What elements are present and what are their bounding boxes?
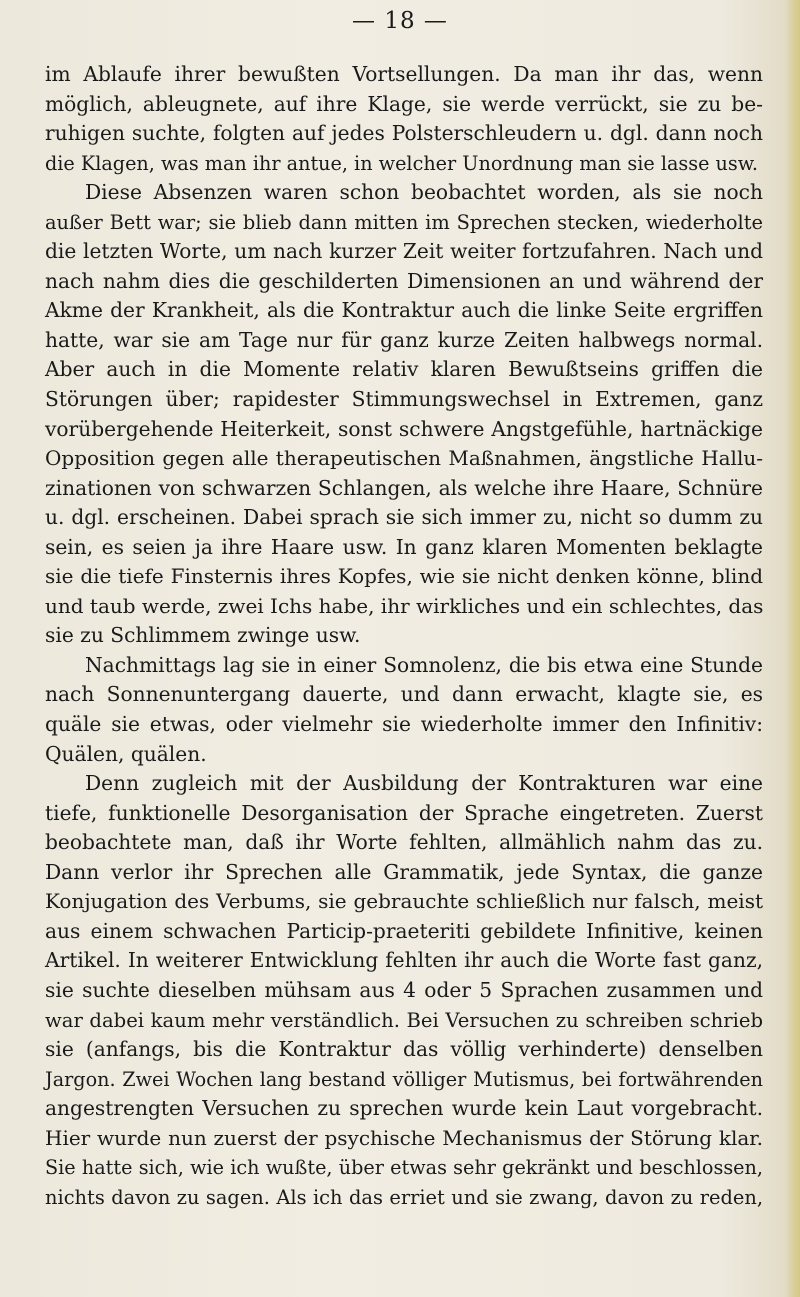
text-line: Jargon. Zwei Wochen lang bestand völliger Mutismus, bei fortwährenden bbox=[45, 1067, 763, 1091]
text-line: nach Sonnenuntergang dauerte, und dann erwacht, klagte sie, es bbox=[45, 682, 763, 707]
text-line: hatte, war sie am Tage nur für ganz kurze Zeiten halbwegs normal. bbox=[45, 327, 763, 352]
text-line: Sie hatte sich, wie ich wußte, über etwas sehr gekränkt und beschlossen, bbox=[45, 1156, 763, 1180]
text-line: außer Bett war; sie blieb dann mitten im Sprechen stecken, wiederholte bbox=[45, 210, 763, 234]
text-line: u. dgl. erscheinen. Dabei sprach sie sich immer zu, nicht so dumm zu bbox=[45, 505, 763, 530]
text-line: war dabei kaum mehr verständlich. Bei Versuchen zu schreiben schrieb bbox=[45, 1008, 763, 1032]
text-line: Konjugation des Verbums, sie gebrauchte schließlich nur falsch, meist bbox=[45, 889, 763, 914]
text-line: Störungen über; rapidester Stimmungswechsel in Extremen, ganz bbox=[45, 387, 763, 412]
text-line: sie (anfangs, bis die Kontraktur das völlig verhinderte) denselben bbox=[45, 1037, 763, 1062]
text-line: beobachtete man, daß ihr Worte fehlten, allmählich nahm das zu. bbox=[45, 830, 763, 855]
text-line: Aber auch in die Momente relativ klaren Bewußtseins griffen die bbox=[45, 357, 763, 382]
text-line: quäle sie etwas, oder vielmehr sie wiederholte immer den Infinitiv: bbox=[45, 712, 763, 737]
text-line: sie die tiefe Finsternis ihres Kopfes, wie sie nicht denken könne, blind bbox=[45, 564, 763, 589]
text-line: die Klagen, was man ihr antue, in welcher Unordnung man sie lasse usw. bbox=[45, 151, 758, 175]
text-line: angestrengten Versuchen zu sprechen wurde kein Laut vorgebracht. bbox=[45, 1096, 763, 1121]
text-line: Diese Absenzen waren schon beobachtet worden, als sie noch bbox=[85, 180, 763, 205]
text-line: vorübergehende Heiterkeit, sonst schwere Angstgefühle, hartnäckige bbox=[45, 416, 763, 441]
text-line: Denn zugleich mit der Ausbildung der Kontrakturen war eine bbox=[85, 771, 763, 796]
text-line: ruhigen suchte, folgten auf jedes Polsterschleudern u. dgl. dann noch bbox=[45, 121, 763, 146]
text-line: aus einem schwachen Particip-praeteriti gebildete Infinitive, keinen bbox=[45, 918, 763, 943]
text-line: möglich, ableugnete, auf ihre Klage, sie werde verrückt, sie zu be- bbox=[45, 91, 763, 116]
text-line: Akme der Krankheit, als die Kontraktur auch die linke Seite ergriffen bbox=[45, 298, 763, 323]
text-line: zinationen von schwarzen Schlangen, als welche ihre Haare, Schnüre bbox=[45, 475, 763, 500]
text-line: die letzten Worte, um nach kurzer Zeit weiter fortzufahren. Nach und bbox=[45, 239, 763, 264]
text-line: sein, es seien ja ihre Haare usw. In ganz klaren Momenten beklagte bbox=[45, 534, 763, 559]
body-text bbox=[45, 60, 763, 1212]
page-number: — 18 — bbox=[352, 8, 448, 34]
text-line: tiefe, funktionelle Desorganisation der Sprache eingetreten. Zuerst bbox=[45, 800, 763, 825]
text-line: nach nahm dies die geschilderten Dimensionen an und während der bbox=[45, 268, 763, 293]
text-line: im Ablaufe ihrer bewußten Vortsellungen. Da man ihr das, wenn bbox=[45, 62, 763, 86]
text-line: und taub werde, zwei Ichs habe, ihr wirkliches und ein schlechtes, das bbox=[45, 593, 764, 618]
text-line: sie zu Schlimmem zwinge usw. bbox=[45, 623, 361, 648]
text-line: sie suchte dieselben mühsam aus 4 oder 5 Sprachen zusammen und bbox=[45, 977, 763, 1002]
text-line: Artikel. In weiterer Entwicklung fehlten ihr auch die Worte fast ganz, bbox=[45, 948, 763, 973]
text-line: Opposition gegen alle therapeutischen Maßnahmen, ängstliche Hallu- bbox=[45, 446, 763, 471]
text-line: Nachmittags lag sie in einer Somnolenz, die bis etwa eine Stunde bbox=[85, 652, 763, 677]
page-edge-shading bbox=[786, 0, 800, 1297]
text-line: Quälen, quälen. bbox=[45, 741, 207, 766]
text-line: Dann verlor ihr Sprechen alle Grammatik, jede Syntax, die ganze bbox=[45, 859, 763, 884]
text-line: nichts davon zu sagen. Als ich das erriet und sie zwang, davon zu reden, bbox=[45, 1185, 763, 1209]
text-line: Hier wurde nun zuerst der psychische Mechanismus der Störung klar. bbox=[45, 1125, 763, 1150]
